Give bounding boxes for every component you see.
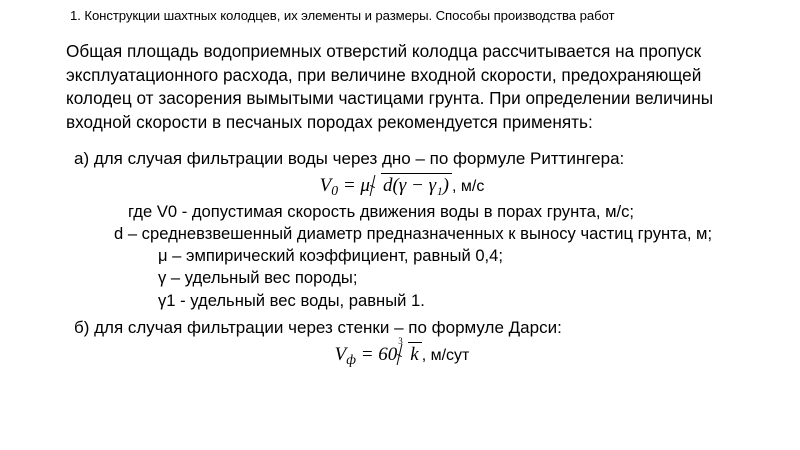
formula-darcy <box>62 335 742 368</box>
note-d: d – средневзвешенный диаметр предназначенных к выносу частиц грунта, м; <box>114 224 713 243</box>
formula-b-radical <box>397 335 421 366</box>
main-paragraph: Общая площадь водоприемных отверстий колодца рассчитывается на пропуск эксплуатационного расхода, при величине входной скорости, предохраняющей колодец от засорения вымытыми частицами грунта. При определении величины входной скорости в песчаных породах рекомендуется применять: <box>66 41 714 133</box>
formula-b-equals: = <box>360 343 374 365</box>
formula-a-radical <box>370 173 452 197</box>
note-gamma: γ – удельный вес породы; <box>158 268 358 288</box>
formula-b-coefficient: 60 <box>378 343 398 365</box>
formula-b-unit: , м/сут <box>421 346 470 364</box>
slide-body <box>62 40 742 370</box>
formula-a-unit: , м/с <box>452 177 485 195</box>
note-mu: μ – эмпирический коэффициент, равный 0,4; <box>158 246 504 266</box>
page-title: 1. Конструкции шахтных колодцев, их элементы и размеры. Способы производства работ <box>70 8 615 23</box>
formula-a-lhs-sub: 0 <box>331 182 339 198</box>
formula-b-radicand: k <box>408 342 421 366</box>
note-v0: где V0 - допустимая скорость движения воды в порах грунта, м/с; <box>128 201 635 221</box>
note-gamma1: γ1 - удельный вес воды, равный 1. <box>158 290 425 310</box>
formula-b-degree: 3 <box>398 335 403 346</box>
formula-a-radicand: d(γ − γ₁) <box>381 173 452 197</box>
formula-a-lhs: V <box>319 174 332 196</box>
case-b-label: б) для случая фильтрации через стенки – по формуле Дарси: <box>74 317 562 337</box>
formula-b-lhs-sub: ф <box>346 351 356 367</box>
formula-a-equals: = <box>342 174 356 196</box>
formula-b-lhs: V <box>334 343 347 365</box>
formula-rittinger <box>62 173 742 199</box>
formula-a-coefficient: μ <box>360 174 370 196</box>
case-a-label: а) для случая фильтрации воды через дно – по формуле Риттингера: <box>74 148 625 168</box>
